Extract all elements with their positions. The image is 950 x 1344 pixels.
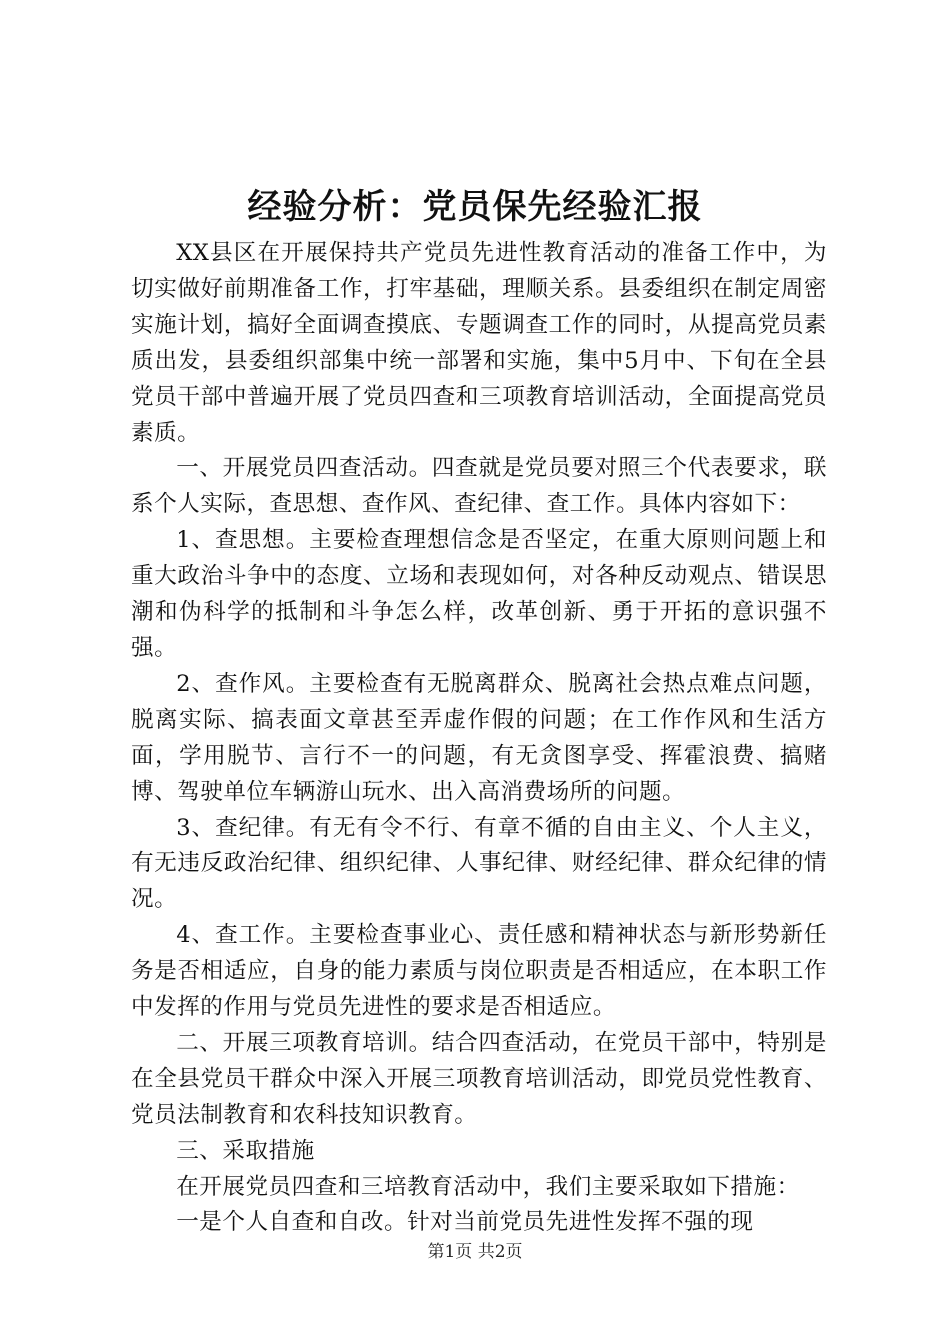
paragraph-section-three-heading: 三、采取措施	[176, 1137, 315, 1164]
paragraph-check-work: 4、查工作。主要检查事业心、责任感和精神状态与新形势新任务是否相适应，自身的能力素质与岗位职责是否相适应，在本职工作中发挥的作用与党员先进性的要求是否相适应。	[131, 922, 827, 1021]
paragraph-section-one: 一、开展党员四查活动。四查就是党员要对照三个代表要求，联系个人实际，查思想、查作风、查纪律、查工作。具体内容如下：	[131, 455, 827, 518]
paragraph-section-two: 二、开展三项教育培训。结合四查活动，在党员干部中，特别是在全县党员干群众中深入开展三项教育培训活动，即党员党性教育、党员法制教育和农科技知识教育。	[131, 1029, 827, 1128]
paragraph-check-style: 2、查作风。主要检查有无脱离群众、脱离社会热点难点问题，脱离实际、搞表面文章甚至弄虚作假的问题；在工作作风和生活方面，学用脱节、言行不一的问题，有无贪图享受、挥霍浪费、搞赌博、驾驶单位车辆游山玩水、出入高消费场所的问题。	[131, 670, 827, 805]
paragraph-measures-intro: 在开展党员四查和三培教育活动中，我们主要采取如下措施：	[176, 1173, 800, 1200]
page-footer: 第1页 共2页	[427, 1242, 523, 1262]
document-body	[131, 236, 827, 1241]
paragraph-check-thought: 1、查思想。主要检查理想信念是否坚定，在重大原则问题上和重大政治斗争中的态度、立场和表现如何，对各种反动观点、错误思潮和伪科学的抵制和斗争怎么样，改革创新、勇于开拓的意识强不强。	[131, 527, 827, 661]
document-title: 经验分析：党员保先经验汇报	[247, 187, 703, 227]
paragraph-intro: XX县区在开展保持共产党员先进性教育活动的准备工作中，为切实做好前期准备工作，打牢基础，理顺关系。县委组织在制定周密实施计划，搞好全面调查摸底、专题调查工作的同时，从提高党员素质出发，县委组织部集中统一部署和实施，集中5月中、下旬在全县党员干部中普遍开展了党员四查和三项教育培训活动，全面提高党员素质。	[131, 240, 827, 446]
paragraph-measure-one: 一是个人自查和自改。针对当前党员先进性发挥不强的现	[176, 1209, 754, 1236]
paragraph-check-discipline: 3、查纪律。有无有令不行、有章不循的自由主义、个人主义，有无违反政治纪律、组织纪律、人事纪律、财经纪律、群众纪律的情况。	[131, 814, 827, 913]
